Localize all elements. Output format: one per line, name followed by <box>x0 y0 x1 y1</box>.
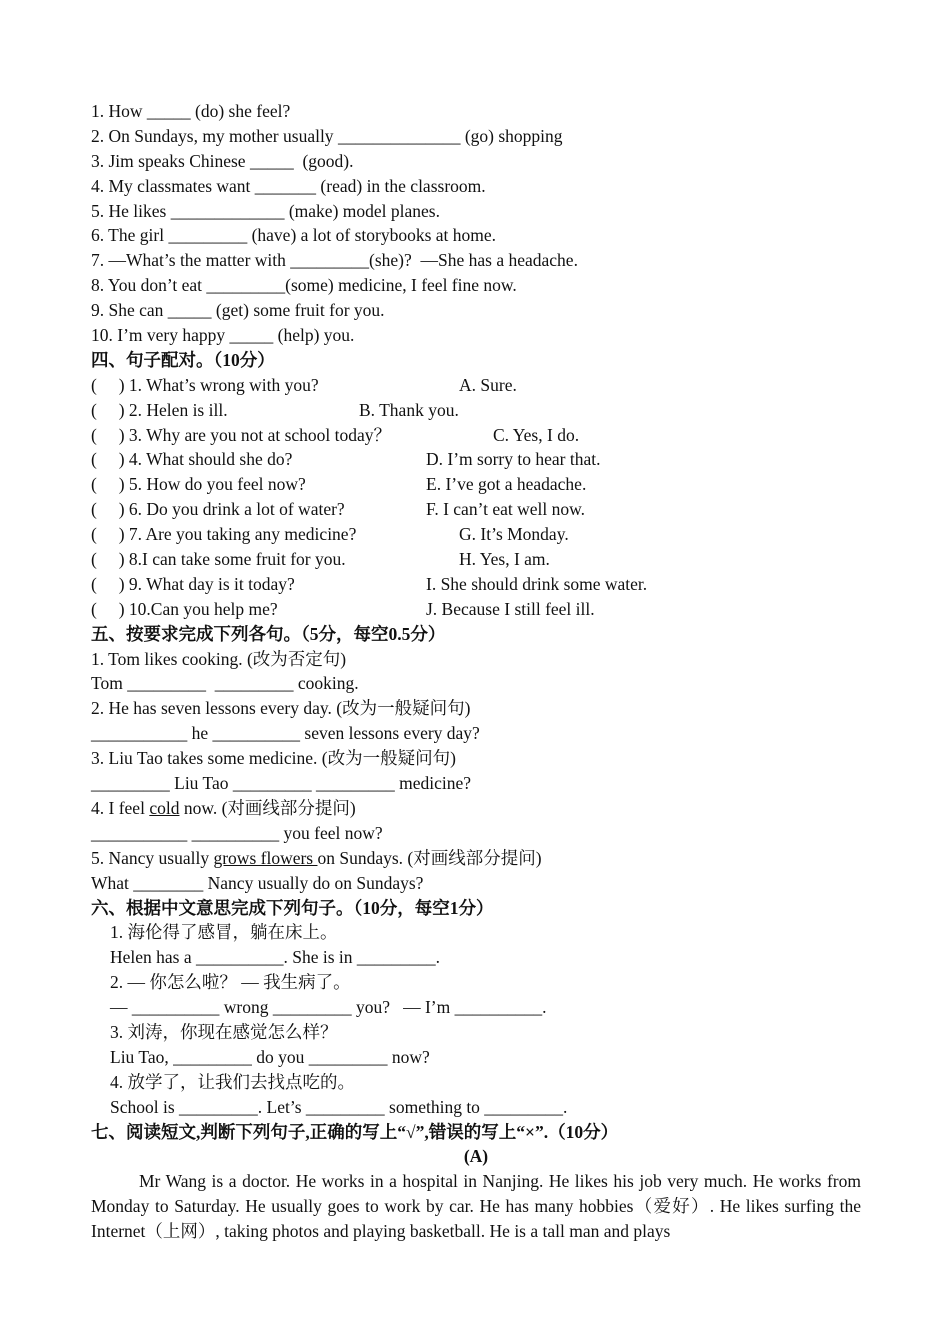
answer-blank[interactable]: _________ <box>206 275 286 296</box>
exercise-prompt: 1. Tom likes cooking. (改为否定句) <box>91 648 347 669</box>
question-text[interactable]: ( ) 10.Can you help me? <box>91 598 278 619</box>
answer-line[interactable]: ___________ he __________ seven lessons every day? <box>91 723 480 744</box>
exercise-line: 8. You don’t eat _________(some) medicine, I feel fine now. <box>91 275 517 296</box>
exercise-line: 7. —What’s the matter with _________(she)? —She has a headache. <box>91 250 578 271</box>
exercise-line: 10. I’m very happy _____ (help) you. <box>91 325 355 346</box>
question-text[interactable]: ( ) 9. What day is it today? <box>91 573 295 594</box>
exercise-line: 1. How _____ (do) she feel? <box>91 101 291 121</box>
worksheet-page <box>91 99 861 1244</box>
answer-blank[interactable]: _______ <box>254 175 317 196</box>
exercise-line: 4. My classmates want _______ (read) in the classroom. <box>91 175 486 196</box>
answer-blank[interactable]: _____________ <box>170 200 285 221</box>
answer-option: J. Because I still feel ill. <box>426 598 595 619</box>
answer-blank[interactable]: _________ <box>168 225 248 246</box>
sentence-matching-section <box>91 348 861 622</box>
question-text[interactable]: ( ) 8.I can take some fruit for you. <box>91 549 346 570</box>
matching-row <box>91 497 861 522</box>
section-heading: 四、句子配对。（10分） <box>91 349 275 370</box>
matching-row <box>91 572 861 597</box>
exercise-prompt: 4. I feel cold now. (对画线部分提问) <box>91 797 356 818</box>
exercise-line: 3. Jim speaks Chinese _____ (good). <box>91 150 354 171</box>
section-heading: 五、按要求完成下列各句。（5分，每空0.5分） <box>91 623 446 644</box>
answer-option: I. She should drink some water. <box>426 573 648 594</box>
exercise-line: 6. The girl _________ (have) a lot of storybooks at home. <box>91 225 497 246</box>
reading-passage: Mr Wang is a doctor. He works in a hospital in Nanjing. He likes his job very much. He works from Monday to Saturday. He usually goes to work by car. He has many hobbies（爱好）. He likes surfing the Internet（上网）, taking photos and playing basketball. He is a tall man and plays <box>91 1171 861 1242</box>
answer-line[interactable]: What ________ Nancy usually do on Sundays? <box>91 872 424 893</box>
underlined-word: cold <box>149 797 180 818</box>
reading-section <box>91 1120 861 1245</box>
verb-form-exercise <box>91 99 861 348</box>
answer-blank[interactable]: _____ <box>229 325 274 346</box>
exercise-prompt: 2. He has seven lessons every day. (改为一般疑问句) <box>91 698 471 719</box>
matching-row <box>91 472 861 497</box>
answer-option: F. I can’t eat well now. <box>426 499 585 520</box>
answer-option: H. Yes, I am. <box>459 549 550 570</box>
question-text[interactable]: ( ) 3. Why are you not at school today？ <box>91 424 392 445</box>
answer-line[interactable]: Helen has a __________. She is in _________. <box>110 947 441 968</box>
answer-blank[interactable]: _________ <box>290 250 370 271</box>
section-heading: 七、阅读短文,判断下列句子,正确的写上“√”,错误的写上“×”.（10分） <box>91 1121 619 1142</box>
answer-line[interactable]: ___________ __________ you feel now? <box>91 822 383 843</box>
answer-option: G. It’s Monday. <box>459 524 569 545</box>
question-text[interactable]: ( ) 1. What’s wrong with you? <box>91 374 319 395</box>
matching-row <box>91 597 861 622</box>
chinese-prompt: 3. 刘涛，你现在感觉怎么样？ <box>110 1021 338 1042</box>
exercise-prompt: 5. Nancy usually grows flowers on Sundays. (对画线部分提问) <box>91 847 542 868</box>
matching-row <box>91 423 861 448</box>
question-text[interactable]: ( ) 6. Do you drink a lot of water? <box>91 499 345 520</box>
exercise-prompt: 3. Liu Tao takes some medicine. (改为一般疑问句) <box>91 748 456 769</box>
passage-label: (A) <box>463 1146 489 1167</box>
exercise-line: 2. On Sundays, my mother usually ______________ (go) shopping <box>91 125 563 146</box>
chinese-prompt: 2. — 你怎么啦？ — 我生病了。 <box>110 972 351 993</box>
translation-section <box>91 896 861 1120</box>
question-text[interactable]: ( ) 7. Are you taking any medicine? <box>91 524 357 545</box>
answer-blank[interactable]: ______________ <box>337 125 461 146</box>
matching-row <box>91 447 861 472</box>
answer-line[interactable]: Tom _________ _________ cooking. <box>91 673 359 694</box>
answer-line[interactable]: School is _________. Let’s _________ something to _________. <box>110 1096 568 1117</box>
matching-row <box>91 398 861 423</box>
question-text[interactable]: ( ) 5. How do you feel now? <box>91 474 306 495</box>
matching-row <box>91 547 861 572</box>
answer-option: A. Sure. <box>459 374 517 395</box>
answer-option: C. Yes, I do. <box>493 424 580 445</box>
answer-blank[interactable]: _____ <box>167 300 212 321</box>
answer-blank[interactable]: _____ <box>249 150 294 171</box>
exercise-line: 5. He likes _____________ (make) model planes. <box>91 200 440 221</box>
answer-line[interactable]: _________ Liu Tao _________ _________ medicine? <box>91 773 472 794</box>
matching-row <box>91 522 861 547</box>
answer-blank[interactable]: _____ <box>146 101 191 121</box>
answer-option: D. I’m sorry to hear that. <box>426 449 601 470</box>
answer-option: B. Thank you. <box>359 399 459 420</box>
answer-option: E. I’ve got a headache. <box>426 474 587 495</box>
exercise-line: 9. She can _____ (get) some fruit for you. <box>91 300 385 321</box>
matching-row <box>91 373 861 398</box>
question-text[interactable]: ( ) 2. Helen is ill. <box>91 399 228 420</box>
chinese-prompt: 4. 放学了，让我们去找点吃的。 <box>110 1071 355 1092</box>
sentence-transform-section <box>91 622 861 896</box>
answer-line[interactable]: — __________ wrong _________ you? — I’m __________. <box>110 997 547 1018</box>
chinese-prompt: 1. 海伦得了感冒，躺在床上。 <box>110 922 338 943</box>
section-heading: 六、根据中文意思完成下列句子。（10分，每空1分） <box>91 897 494 918</box>
underlined-word: grows flowers <box>213 847 318 868</box>
answer-line[interactable]: Liu Tao, _________ do you _________ now? <box>110 1046 430 1067</box>
question-text[interactable]: ( ) 4. What should she do? <box>91 449 293 470</box>
